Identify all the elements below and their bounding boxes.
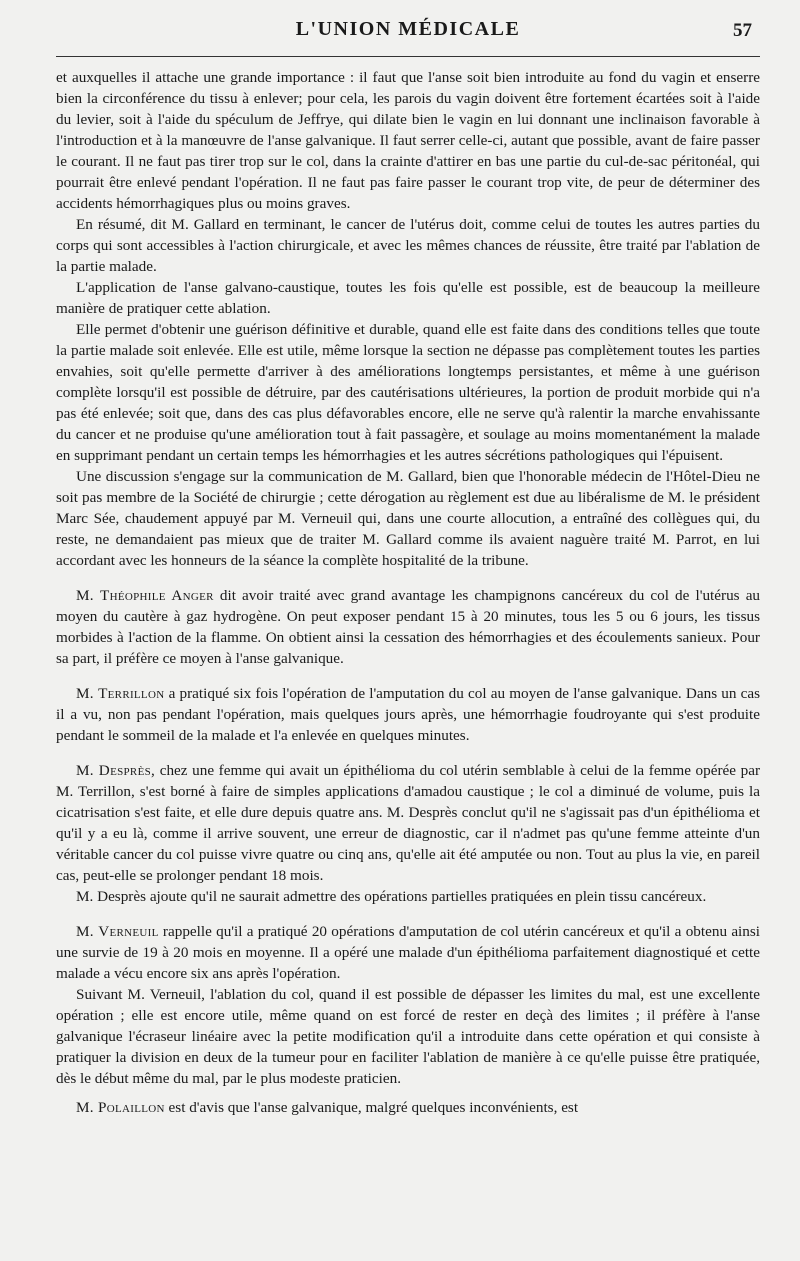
paragraph: L'application de l'anse galvano-caustique, toutes les fois qu'elle est possible, est de beaucoup la meilleure manière de pratiquer cette ablation.	[56, 279, 760, 317]
paragraph: M. Verneuil rappelle qu'il a pratiqué 20 opérations d'amputation de col utérin cancéreux et qu'il a obtenu ainsi une survie de 19 à 20 mois en moyenne. Il a opéré une malade d'un épithélioma parfaitement diagnostiqué et cette malade a vécu encore six ans après l'opération.	[56, 923, 761, 982]
paragraph: Une discussion s'engage sur la communication de M. Gallard, bien que l'honorable médecin de l'Hôtel-Dieu ne soit pas membre de la Société de chirurgie ; cette dérogation au règlement est due au libéralisme de M. le président Marc Sée, chaudement appuyé par M. Verneuil qui, dans une courte allocution, a entraîné des collègues qui, du reste, ne demandaient pas mieux que de traiter M. Gallard comme ils avaient naguère traité M. Parrot, en lui accordant avec les honneurs de la séance la complète hospitalité de la tribune.	[56, 468, 760, 569]
speaker-name: M. Desprès,	[76, 762, 156, 779]
paragraph: M. Desprès ajoute qu'il ne saurait admettre des opérations partielles pratiquées en plein tissu cancéreux.	[76, 888, 707, 905]
paragraph: M. Théophile Anger dit avoir traité avec grand avantage les champignons cancéreux du col de l'utérus au moyen du cautère à gaz hydrogène. On peut exposer pendant 15 à 20 minutes, tous les 5 ou 6 jours, les tissus morbides à l'action de la flamme. On obtient ainsi la cessation des hémorrhagies et des écoulements sanieux. Pour sa part, il préfère ce moyen à l'anse galvanique.	[56, 587, 761, 667]
speaker-name: M. Théophile Anger	[76, 587, 214, 604]
paragraph: M. Terrillon a pratiqué six fois l'opération de l'amputation du col au moyen de l'anse galvanique. Dans un cas il a vu, non pas pendant l'opération, mais quelques jours après, une hémorrhagie foudroyante qui s'est produite pendant le sommeil de la malade et l'a enlevée en quelques minutes.	[56, 685, 760, 744]
paragraph: Elle permet d'obtenir une guérison définitive et durable, quand elle est faite dans des conditions telles que toute la partie malade soit enlevée. Elle est utile, même lorsque la section ne dépasse pas complètement toutes les parties envahies, soit qu'elle permette d'arriver à des améliorations longtemps persistantes, et même à une guérison complète lorsqu'il est possible de détruire, par des cautérisations ultérieures, la portion de produit morbide qui n'a pas été enlevée; soit que, dans des cas plus défavorables encore, elle ne serve qu'à ralentir la marche envahissante du cancer et ne produise qu'une amélioration tout à fait passagère, et soulage au moins momentanément la malade en supprimant pendant un certain temps les hémorrhagies et les autres sécrétions pathologiques qui l'épuisent.	[56, 321, 760, 464]
running-title: L'UNION MÉDICALE	[295, 18, 521, 40]
speaker-name: M. Verneuil	[76, 923, 159, 940]
paragraph: M. Desprès, chez une femme qui avait un épithélioma du col utérin semblable à celui de la femme opérée par M. Terrillon, s'est borné à faire de simples applications d'amadou caustique ; le col a diminué de volume, puis la cicatrisation s'est faite, et elle dure depuis quatre ans. M. Desprès conclut qu'il ne s'agissait pas d'un épithélioma et qu'il y a eu là, comme il arrive souvent, une erreur de diagnostic, car il n'admet pas qu'une femme atteinte d'un véritable cancer du col puisse vivre quatre ou cinq ans, qu'elle ait été amputée ou non. Tout au plus la vie, en pareil cas, peut-elle se prolonger pendant 18 mois.	[56, 762, 760, 884]
paragraph: En résumé, dit M. Gallard en terminant, le cancer de l'utérus doit, comme celui de toutes les autres parties du corps qui sont accessibles à l'action chirurgicale, et avec les mêmes chances de réussite, être traité par l'ablation de la partie malade.	[56, 216, 760, 275]
paragraph: M. Polaillon est d'avis que l'anse galvanique, malgré quelques inconvénients, est	[76, 1099, 579, 1116]
page-header	[56, 14, 760, 50]
speaker-name: M. Terrillon	[76, 685, 165, 702]
page-number: 57	[733, 20, 752, 41]
header-rule	[56, 56, 760, 57]
paragraph: et auxquelles il attache une grande importance : il faut que l'anse soit bien introduite au fond du vagin et enserre bien la circonférence du tissu à enlever; pour cela, les parois du vagin doivent être fortement écartées soit à l'aide du levier, soit à l'aide du spéculum de Jeffrye, qui dilate bien le vagin en lui donnant une inclinaison favorable à l'introduction et à la manœuvre de l'anse galvanique. Il faut serrer celle-ci, autant que possible, avant de faire passer le courant. Il ne faut pas tirer trop sur le col, dans la crainte d'attirer en bas une partie du cul-de-sac péritonéal, qui pourrait être enlevé pendant l'opération. Il ne faut pas faire passer le courant trop vite, de peur de déterminer des accidents hémorrhagiques plus ou moins graves.	[56, 69, 760, 212]
paragraph: Suivant M. Verneuil, l'ablation du col, quand il est possible de dépasser les limites du mal, est une excellente opération ; elle est encore utile, même quand on est forcé de rester en deçà des limites ; il préfère à l'anse galvanique l'écraseur linéaire avec la petite modification qu'il a introduite dans cette opération et qui consiste à pratiquer la division en deux de la tumeur pour en faciliter l'ablation de manière à ce qu'elle puisse être pratiquée, dès le début même du mal, par le plus modeste praticien.	[56, 986, 760, 1087]
speaker-name: M. Polaillon	[76, 1099, 165, 1116]
article-body	[56, 67, 760, 1118]
